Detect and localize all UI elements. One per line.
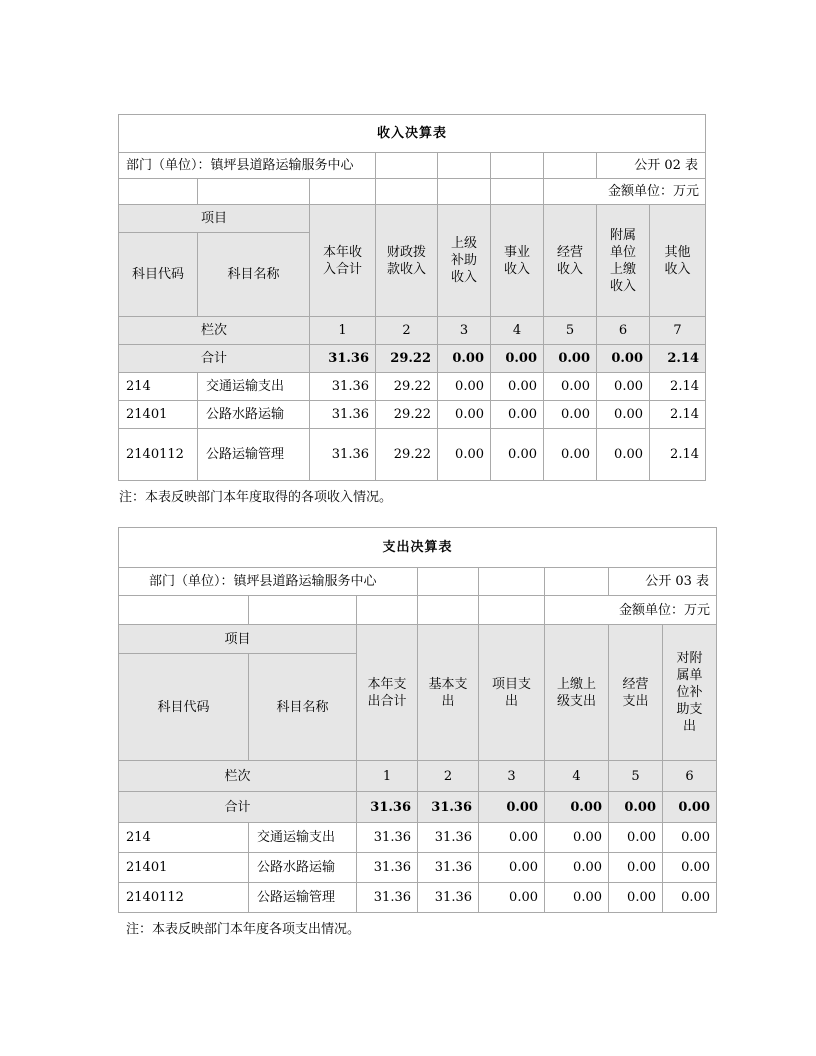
subject-code: 21401 — [119, 401, 198, 429]
subject-name: 公路水路运输 — [249, 853, 357, 883]
expense-title: 支出决算表 — [119, 528, 717, 568]
expense-col-number: 3 — [479, 761, 545, 792]
income-col-header: 其他 收入 — [650, 205, 706, 317]
cell-value: 31.36 — [418, 883, 479, 913]
cell-value: 0.00 — [491, 373, 544, 401]
income-col-header: 事业 收入 — [491, 205, 544, 317]
table-row — [119, 853, 717, 883]
expense-total-value: 0.00 — [609, 792, 663, 823]
cell-value: 0.00 — [663, 853, 717, 883]
cell-value: 0.00 — [479, 823, 545, 853]
cell-value: 31.36 — [310, 401, 376, 429]
subject-name: 公路运输管理 — [249, 883, 357, 913]
cell-value: 0.00 — [544, 373, 597, 401]
subject-code: 2140112 — [119, 883, 249, 913]
income-col-number: 1 — [310, 317, 376, 345]
cell-value: 0.00 — [479, 853, 545, 883]
expense-col-number: 4 — [545, 761, 609, 792]
expense-col-header: 对附 属单 位补 助支 出 — [663, 625, 717, 761]
subject-code: 2140112 — [119, 429, 198, 481]
subject-name: 公路运输管理 — [198, 429, 310, 481]
table-row — [119, 823, 717, 853]
cell-value: 29.22 — [376, 429, 438, 481]
subject-name: 公路水路运输 — [198, 401, 310, 429]
income-col-number: 5 — [544, 317, 597, 345]
table-row — [119, 401, 706, 429]
cell-value: 31.36 — [418, 823, 479, 853]
income-total-value: 31.36 — [310, 345, 376, 373]
income-header-item: 项目 — [119, 205, 310, 233]
cell-value: 2.14 — [650, 373, 706, 401]
cell-value: 0.00 — [545, 883, 609, 913]
cell-value: 0.00 — [597, 373, 650, 401]
income-header-subject-name: 科目名称 — [198, 233, 310, 317]
expense-header-subject-code: 科目代码 — [119, 654, 249, 761]
expense-col-index-label: 栏次 — [119, 761, 357, 792]
income-col-number: 3 — [438, 317, 491, 345]
income-col-header: 本年收 入合计 — [310, 205, 376, 317]
expense-table — [118, 527, 717, 913]
expense-col-header: 项目支 出 — [479, 625, 545, 761]
expense-col-header: 经营 支出 — [609, 625, 663, 761]
table-row — [119, 883, 717, 913]
subject-code: 21401 — [119, 853, 249, 883]
subject-code: 214 — [119, 373, 198, 401]
expense-total-value: 0.00 — [663, 792, 717, 823]
cell-value: 0.00 — [663, 823, 717, 853]
income-total-row — [119, 345, 706, 373]
subject-name: 交通运输支出 — [198, 373, 310, 401]
income-col-header: 附属 单位 上缴 收入 — [597, 205, 650, 317]
income-dept: 部门（单位）：镇坪县道路运输服务中心 — [119, 153, 376, 179]
cell-value: 0.00 — [438, 373, 491, 401]
expense-col-header: 本年支 出合计 — [357, 625, 418, 761]
cell-value: 31.36 — [357, 853, 418, 883]
income-total-value: 0.00 — [491, 345, 544, 373]
table-row — [119, 373, 706, 401]
income-header-subject-code: 科目代码 — [119, 233, 198, 317]
cell-value: 0.00 — [597, 401, 650, 429]
expense-dept: 部门（单位）：镇坪县道路运输服务中心 — [119, 568, 418, 596]
expense-total-value: 31.36 — [357, 792, 418, 823]
income-total-value: 29.22 — [376, 345, 438, 373]
expense-table-code: 公开 03 表 — [609, 568, 717, 596]
expense-header-subject-name: 科目名称 — [249, 654, 357, 761]
expense-total-row — [119, 792, 717, 823]
expense-total-label: 合计 — [119, 792, 357, 823]
income-col-number: 2 — [376, 317, 438, 345]
cell-value: 0.00 — [609, 823, 663, 853]
expense-header-item: 项目 — [119, 625, 357, 654]
income-col-number: 6 — [597, 317, 650, 345]
cell-value: 29.22 — [376, 373, 438, 401]
income-total-value: 2.14 — [650, 345, 706, 373]
expense-unit: 金额单位：万元 — [545, 596, 717, 625]
cell-value: 0.00 — [491, 429, 544, 481]
expense-col-header: 基本支 出 — [418, 625, 479, 761]
expense-total-value: 0.00 — [479, 792, 545, 823]
cell-value: 31.36 — [418, 853, 479, 883]
income-total-value: 0.00 — [438, 345, 491, 373]
cell-value: 0.00 — [544, 401, 597, 429]
expense-col-number: 5 — [609, 761, 663, 792]
expense-col-number: 2 — [418, 761, 479, 792]
income-unit: 金额单位：万元 — [544, 179, 706, 205]
expense-note: 注：本表反映部门本年度各项支出情况。 — [126, 922, 361, 937]
income-col-number: 7 — [650, 317, 706, 345]
income-col-number: 4 — [491, 317, 544, 345]
cell-value: 2.14 — [650, 429, 706, 481]
cell-value: 0.00 — [438, 429, 491, 481]
income-total-value: 0.00 — [544, 345, 597, 373]
income-title: 收入决算表 — [119, 115, 706, 153]
cell-value: 0.00 — [663, 883, 717, 913]
cell-value: 31.36 — [310, 429, 376, 481]
cell-value: 31.36 — [357, 883, 418, 913]
cell-value: 2.14 — [650, 401, 706, 429]
income-col-header: 财政拨 款收入 — [376, 205, 438, 317]
table-row — [119, 429, 706, 481]
income-note: 注：本表反映部门本年度取得的各项收入情况。 — [119, 490, 393, 505]
income-total-label: 合计 — [119, 345, 310, 373]
cell-value: 0.00 — [609, 853, 663, 883]
income-table — [118, 114, 706, 481]
expense-total-value: 0.00 — [545, 792, 609, 823]
cell-value: 0.00 — [544, 429, 597, 481]
income-col-index-label: 栏次 — [119, 317, 310, 345]
subject-name: 交通运输支出 — [249, 823, 357, 853]
cell-value: 0.00 — [545, 823, 609, 853]
cell-value: 0.00 — [491, 401, 544, 429]
expense-col-header: 上缴上 级支出 — [545, 625, 609, 761]
expense-col-number: 1 — [357, 761, 418, 792]
cell-value: 29.22 — [376, 401, 438, 429]
income-table-code: 公开 02 表 — [597, 153, 706, 179]
cell-value: 0.00 — [545, 853, 609, 883]
income-col-header: 经营 收入 — [544, 205, 597, 317]
cell-value: 31.36 — [310, 373, 376, 401]
cell-value: 0.00 — [438, 401, 491, 429]
cell-value: 31.36 — [357, 823, 418, 853]
subject-code: 214 — [119, 823, 249, 853]
income-col-header: 上级 补助 收入 — [438, 205, 491, 317]
cell-value: 0.00 — [597, 429, 650, 481]
cell-value: 0.00 — [479, 883, 545, 913]
expense-col-number: 6 — [663, 761, 717, 792]
expense-total-value: 31.36 — [418, 792, 479, 823]
cell-value: 0.00 — [609, 883, 663, 913]
income-total-value: 0.00 — [597, 345, 650, 373]
